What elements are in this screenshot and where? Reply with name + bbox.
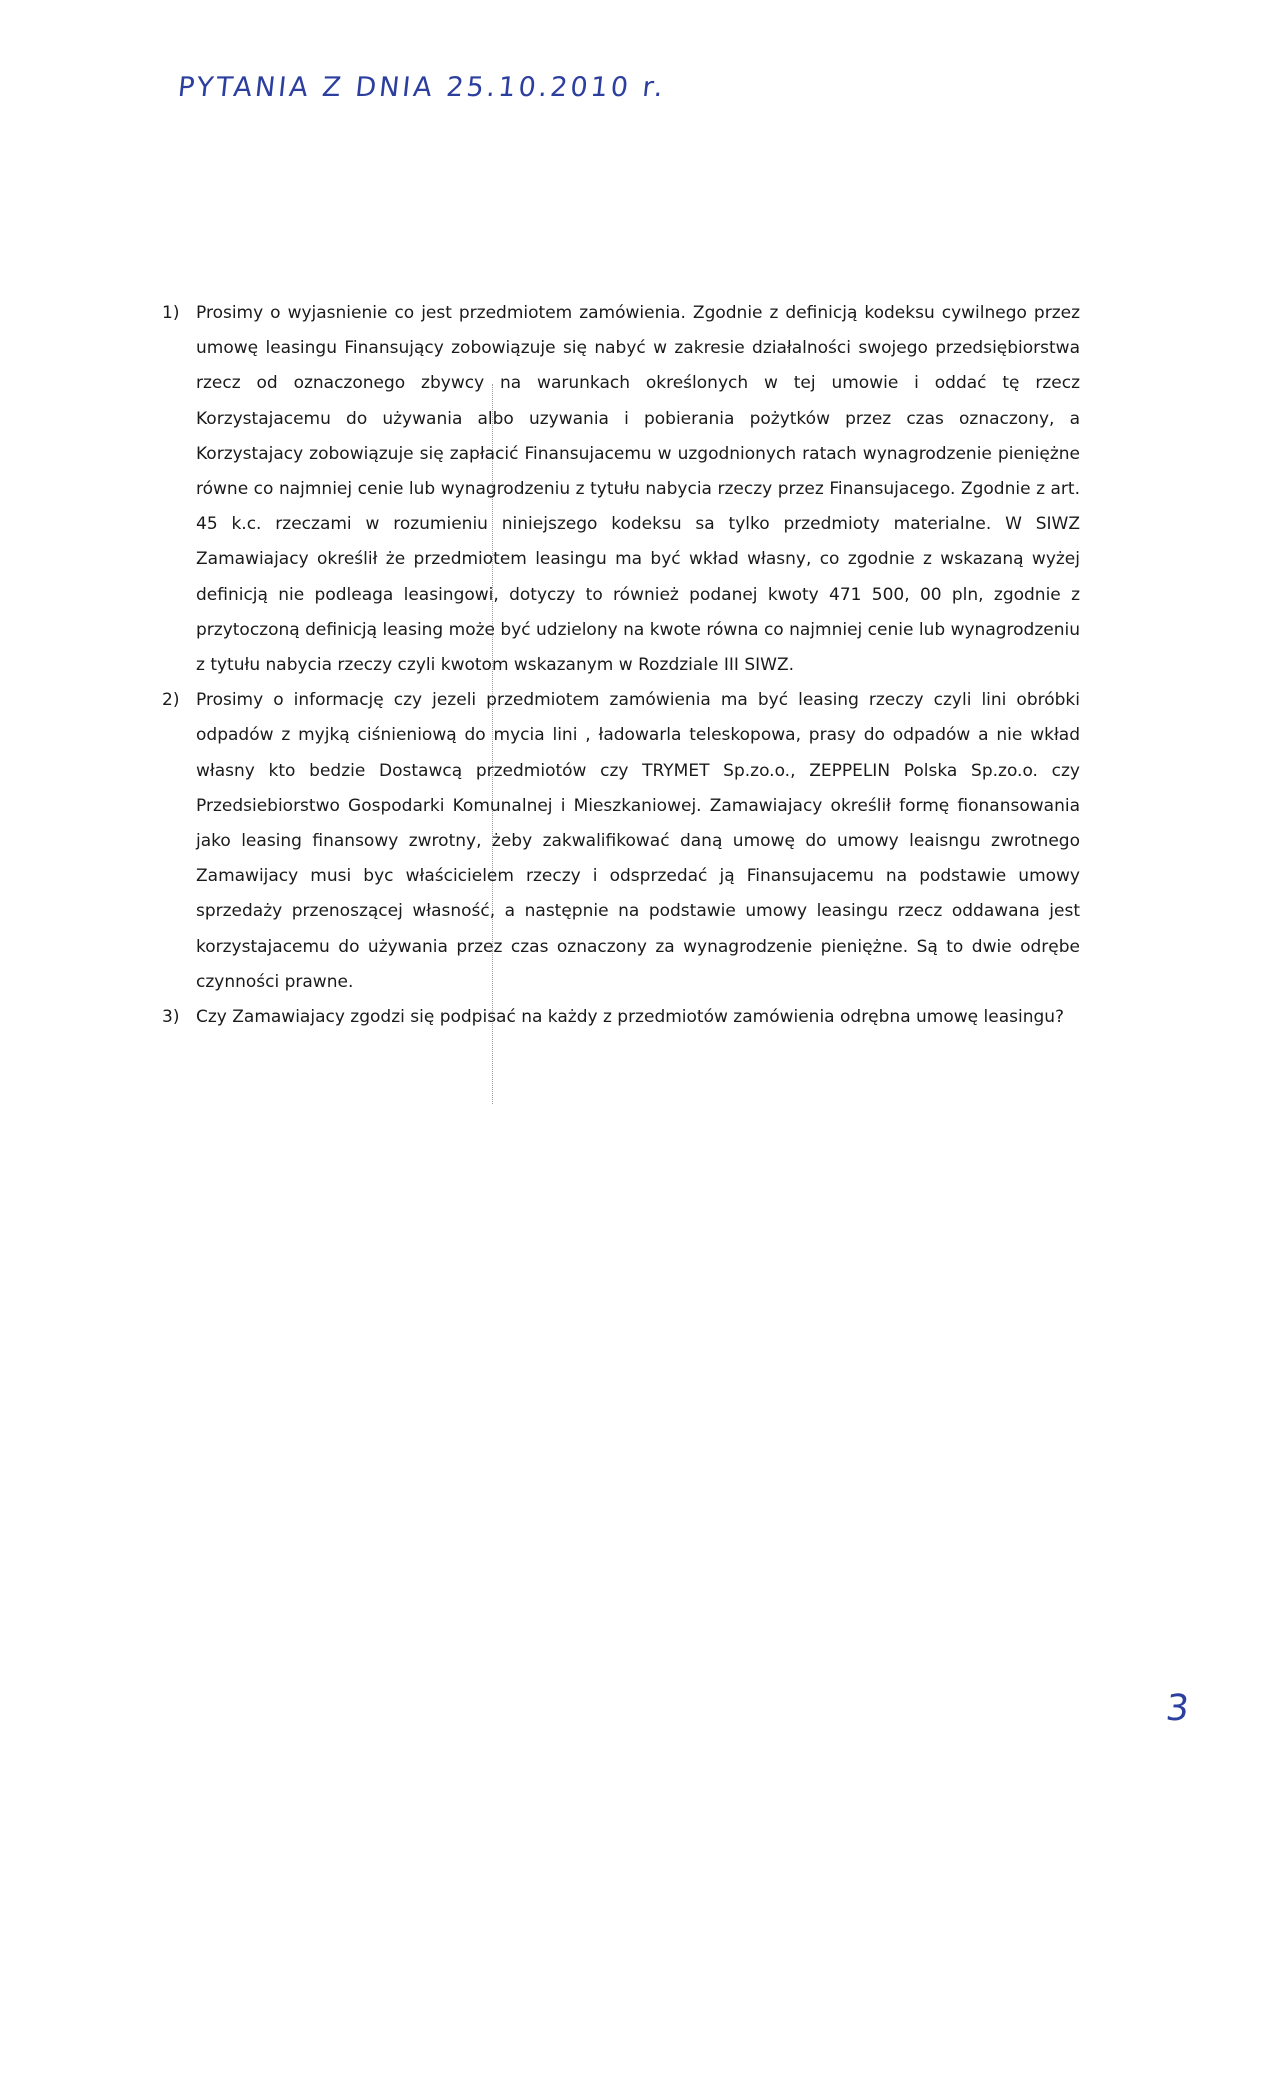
- question-text: Czy Zamawiajacy zgodzi się podpisać na każdy z przedmiotów zamówienia odrębna umowę leasingu?: [196, 1007, 1065, 1028]
- question-number: 2): [162, 690, 180, 711]
- question-text: Prosimy o informację czy jezeli przedmiotem zamówienia ma być leasing rzeczy czyli lini obróbki odpadów z myjką ciśnieniową do mycia lini , ładowarla teleskopowa, prasy do odpadów a nie wkład własny kto bedzie Dostawcą przedmiotów czy TRYMET Sp.zo.o., ZEPPELIN Polska Sp.zo.o. czy Przedsiebiorstwo Gospodarki Komunalnej i Mieszkaniowej. Zamawiajacy określił formę fionansowania jako leasing finansowy zwrotny, żeby zakwalifikować daną umowę do umowy leaisngu zwrotnego Zamawijacy musi byc właścicielem rzeczy i odsprzedać ją Finansujacemu na podstawie umowy sprzedaży przenoszącej własność, a następnie na podstawie umowy leasingu rzecz oddawana jest korzystajacemu do używania przez czas oznaczony za wynagrodzenie pieniężne. Są to dwie odrębe czynności prawne.: [196, 690, 1080, 992]
- question-item: [162, 683, 1080, 1000]
- question-item: [162, 296, 1080, 683]
- question-number: 3): [162, 1007, 180, 1028]
- questions-list: [162, 296, 1080, 1035]
- question-number: 1): [162, 303, 180, 323]
- question-text: Prosimy o wyjasnienie co jest przedmiotem zamówienia. Zgodnie z definicją kodeksu cywilnego przez umowę leasingu Finansujący zobowiązuje się nabyć w zakresie działalności swojego przedsiębiorstwa rzecz od oznaczonego zbywcy na warunkach określonych w tej umowie i oddać tę rzecz Korzystajacemu do używania albo uzywania i pobierania pożytków przez czas oznaczony, a Korzystajacy zobowiązuje się zapłacić Finansujacemu w uzgodnionych ratach wynagrodzenie pieniężne równe co najmniej cenie lub wynagrodzeniu z tytułu nabycia rzeczy przez Finansujacego. Zgodnie z art. 45 k.c. rzeczami w rozumieniu niniejszego kodeksu sa tylko przedmioty materialne. W SIWZ Zamawiajacy określił że przedmiotem leasingu ma być wkład własny, co zgodnie z wskazaną wyżej definicją nie podleaga leasingowi, dotyczy to również podanej kwoty 471 500, 00 pln, zgodnie z przytoczoną definicją leasing może być udzielony na kwote równa co najmniej cenie lub wynagrodzeniu z tytułu nabycia rzeczy czyli kwotom wskazanym w Rozdziale III SIWZ.: [196, 303, 1080, 676]
- question-item: [162, 1000, 1080, 1035]
- handwritten-page-number: 3: [1163, 1688, 1192, 1729]
- handwritten-header-note: PYTANIA Z DNIA 25.10.2010 r.: [176, 72, 668, 103]
